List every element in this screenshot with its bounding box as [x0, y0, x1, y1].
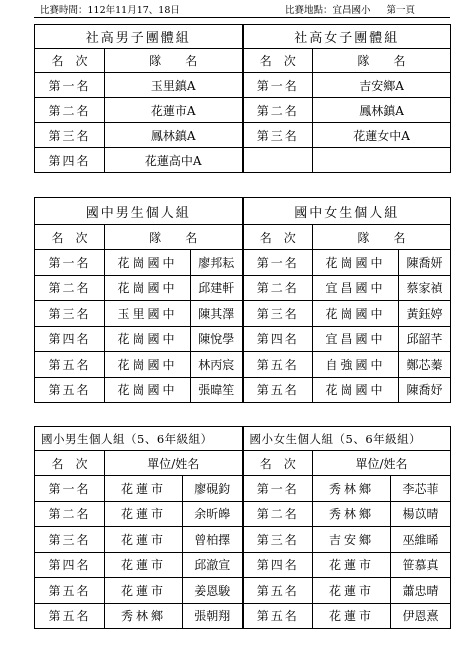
competition-place: 比賽地點：宜昌國小 — [285, 5, 371, 16]
column-header-unit-name: 單位/姓名 — [313, 451, 451, 476]
rank-cell: 第四名 — [35, 552, 105, 578]
team-cell — [313, 148, 451, 173]
team-cell: 吉安鄉A — [313, 73, 451, 98]
table-row — [35, 275, 451, 301]
table-row — [35, 603, 451, 629]
name-cell: 邱韶芊 — [399, 326, 451, 352]
rank-cell: 第五名 — [35, 578, 105, 604]
results-table-junior-high — [34, 197, 451, 403]
name-cell: 李芯菲 — [391, 476, 451, 502]
table-title: 社高女子團體組 — [243, 25, 451, 49]
column-header-rank: 名 次 — [35, 225, 105, 250]
team-cell: 鳳林鎮A — [105, 123, 243, 148]
team-cell: 花蓮高中A — [105, 148, 243, 173]
name-cell: 邱建軒 — [191, 275, 243, 301]
rank-cell: 第二名 — [35, 275, 105, 301]
table-row — [35, 578, 451, 604]
table-title: 國中女生個人組 — [243, 198, 451, 225]
team-cell: 花蓮女中A — [313, 123, 451, 148]
rank-cell — [243, 148, 313, 173]
table-row — [35, 301, 451, 327]
column-header-team: 隊 名 — [105, 225, 243, 250]
name-cell: 廖硯鈞 — [183, 476, 243, 502]
rank-cell: 第一名 — [243, 476, 313, 502]
rank-cell: 第五名 — [35, 377, 105, 403]
column-header-rank: 名 次 — [243, 225, 313, 250]
table-row — [35, 377, 451, 403]
unit-cell: 花蓮市 — [313, 552, 391, 578]
table-row — [35, 250, 451, 276]
rank-cell: 第四名 — [35, 326, 105, 352]
column-header-rank: 名 次 — [35, 49, 105, 73]
rank-cell: 第四名 — [243, 326, 313, 352]
table-row — [35, 326, 451, 352]
team-cell: 玉里鎮A — [105, 73, 243, 98]
table-row — [35, 98, 451, 123]
rank-cell: 第三名 — [35, 527, 105, 553]
team-cell: 鳳林鎮A — [313, 98, 451, 123]
rank-cell: 第五名 — [243, 603, 313, 629]
name-cell: 伊恩熹 — [391, 603, 451, 629]
column-header-rank: 名 次 — [243, 451, 313, 476]
name-cell: 蔡家禎 — [399, 275, 451, 301]
rank-cell: 第五名 — [243, 352, 313, 378]
table-row — [35, 123, 451, 148]
name-cell: 曾柏擇 — [183, 527, 243, 553]
table-title: 國小男生個人組（5、6年級組） — [35, 427, 243, 451]
results-table-elementary — [34, 426, 451, 629]
unit-cell: 花崗國中 — [313, 250, 399, 276]
unit-cell: 宜昌國中 — [313, 326, 399, 352]
unit-cell: 花崗國中 — [313, 301, 399, 327]
table-title: 社高男子團體組 — [35, 25, 243, 49]
rank-cell: 第二名 — [243, 98, 313, 123]
table-row — [35, 501, 451, 527]
unit-cell: 花蓮市 — [313, 603, 391, 629]
unit-cell: 花崗國中 — [313, 377, 399, 403]
unit-cell: 秀林鄉 — [105, 603, 183, 629]
header-divider — [34, 17, 450, 18]
table-row — [35, 476, 451, 502]
rank-cell: 第五名 — [35, 603, 105, 629]
rank-cell: 第四名 — [243, 552, 313, 578]
unit-cell: 花蓮市 — [105, 476, 183, 502]
rank-cell: 第五名 — [243, 377, 313, 403]
unit-cell: 自強國中 — [313, 352, 399, 378]
column-header-team: 隊 名 — [313, 225, 451, 250]
name-cell: 張暐笙 — [191, 377, 243, 403]
column-header-rank: 名 次 — [35, 451, 105, 476]
rank-cell: 第一名 — [243, 73, 313, 98]
name-cell: 姜恩駿 — [183, 578, 243, 604]
name-cell: 廖邦耘 — [191, 250, 243, 276]
rank-cell: 第一名 — [35, 250, 105, 276]
column-header-team: 隊 名 — [105, 49, 243, 73]
name-cell: 黃鈺婷 — [399, 301, 451, 327]
name-cell: 陳其澤 — [191, 301, 243, 327]
rank-cell: 第三名 — [243, 123, 313, 148]
rank-cell: 第二名 — [35, 98, 105, 123]
unit-cell: 秀林鄉 — [313, 501, 391, 527]
name-cell: 邱澈宣 — [183, 552, 243, 578]
table-row — [35, 552, 451, 578]
unit-cell: 花崗國中 — [105, 250, 191, 276]
name-cell: 陳悅學 — [191, 326, 243, 352]
results-table-team — [34, 24, 451, 173]
unit-cell: 花崗國中 — [105, 326, 191, 352]
column-header-unit-name: 單位/姓名 — [105, 451, 243, 476]
unit-cell: 花崗國中 — [105, 377, 191, 403]
rank-cell: 第二名 — [243, 275, 313, 301]
table-row — [35, 527, 451, 553]
rank-cell: 第一名 — [35, 73, 105, 98]
rank-cell: 第三名 — [243, 301, 313, 327]
table-title: 國中男生個人組 — [35, 198, 243, 225]
name-cell: 陳喬妍 — [399, 250, 451, 276]
team-cell: 花蓮市A — [105, 98, 243, 123]
name-cell: 陳喬妤 — [399, 377, 451, 403]
rank-cell: 第五名 — [35, 352, 105, 378]
rank-cell: 第三名 — [243, 527, 313, 553]
rank-cell: 第五名 — [243, 578, 313, 604]
unit-cell: 花崗國中 — [105, 275, 191, 301]
table-title: 國小女生個人組（5、6年級組） — [243, 427, 451, 451]
rank-cell: 第二名 — [35, 501, 105, 527]
unit-cell: 吉安鄉 — [313, 527, 391, 553]
unit-cell: 花蓮市 — [105, 578, 183, 604]
rank-cell: 第一名 — [35, 476, 105, 502]
name-cell: 楊苡晴 — [391, 501, 451, 527]
table-row — [35, 73, 451, 98]
unit-cell: 花蓮市 — [105, 527, 183, 553]
name-cell: 林丙宸 — [191, 352, 243, 378]
name-cell: 巫維晞 — [391, 527, 451, 553]
unit-cell: 宜昌國中 — [313, 275, 399, 301]
name-cell: 張朝翔 — [183, 603, 243, 629]
rank-cell: 第三名 — [35, 301, 105, 327]
unit-cell: 花崗國中 — [105, 352, 191, 378]
name-cell: 笹慕真 — [391, 552, 451, 578]
page-number: 第一頁 — [386, 5, 416, 16]
column-header-rank: 名 次 — [243, 49, 313, 73]
rank-cell: 第二名 — [243, 501, 313, 527]
name-cell: 鄭芯蓁 — [399, 352, 451, 378]
unit-cell: 花蓮市 — [105, 552, 183, 578]
table-row — [35, 352, 451, 378]
rank-cell: 第四名 — [35, 148, 105, 173]
name-cell: 余昕皞 — [183, 501, 243, 527]
name-cell: 蕭忠晴 — [391, 578, 451, 604]
column-header-team: 隊 名 — [313, 49, 451, 73]
unit-cell: 玉里國中 — [105, 301, 191, 327]
unit-cell: 花蓮市 — [105, 501, 183, 527]
competition-time: 比賽時間：112年11月17、18日 — [40, 5, 180, 16]
rank-cell: 第三名 — [35, 123, 105, 148]
rank-cell: 第一名 — [243, 250, 313, 276]
unit-cell: 花蓮市 — [313, 578, 391, 604]
table-row — [35, 148, 451, 173]
unit-cell: 秀林鄉 — [313, 476, 391, 502]
competition-place-line — [285, 4, 421, 18]
